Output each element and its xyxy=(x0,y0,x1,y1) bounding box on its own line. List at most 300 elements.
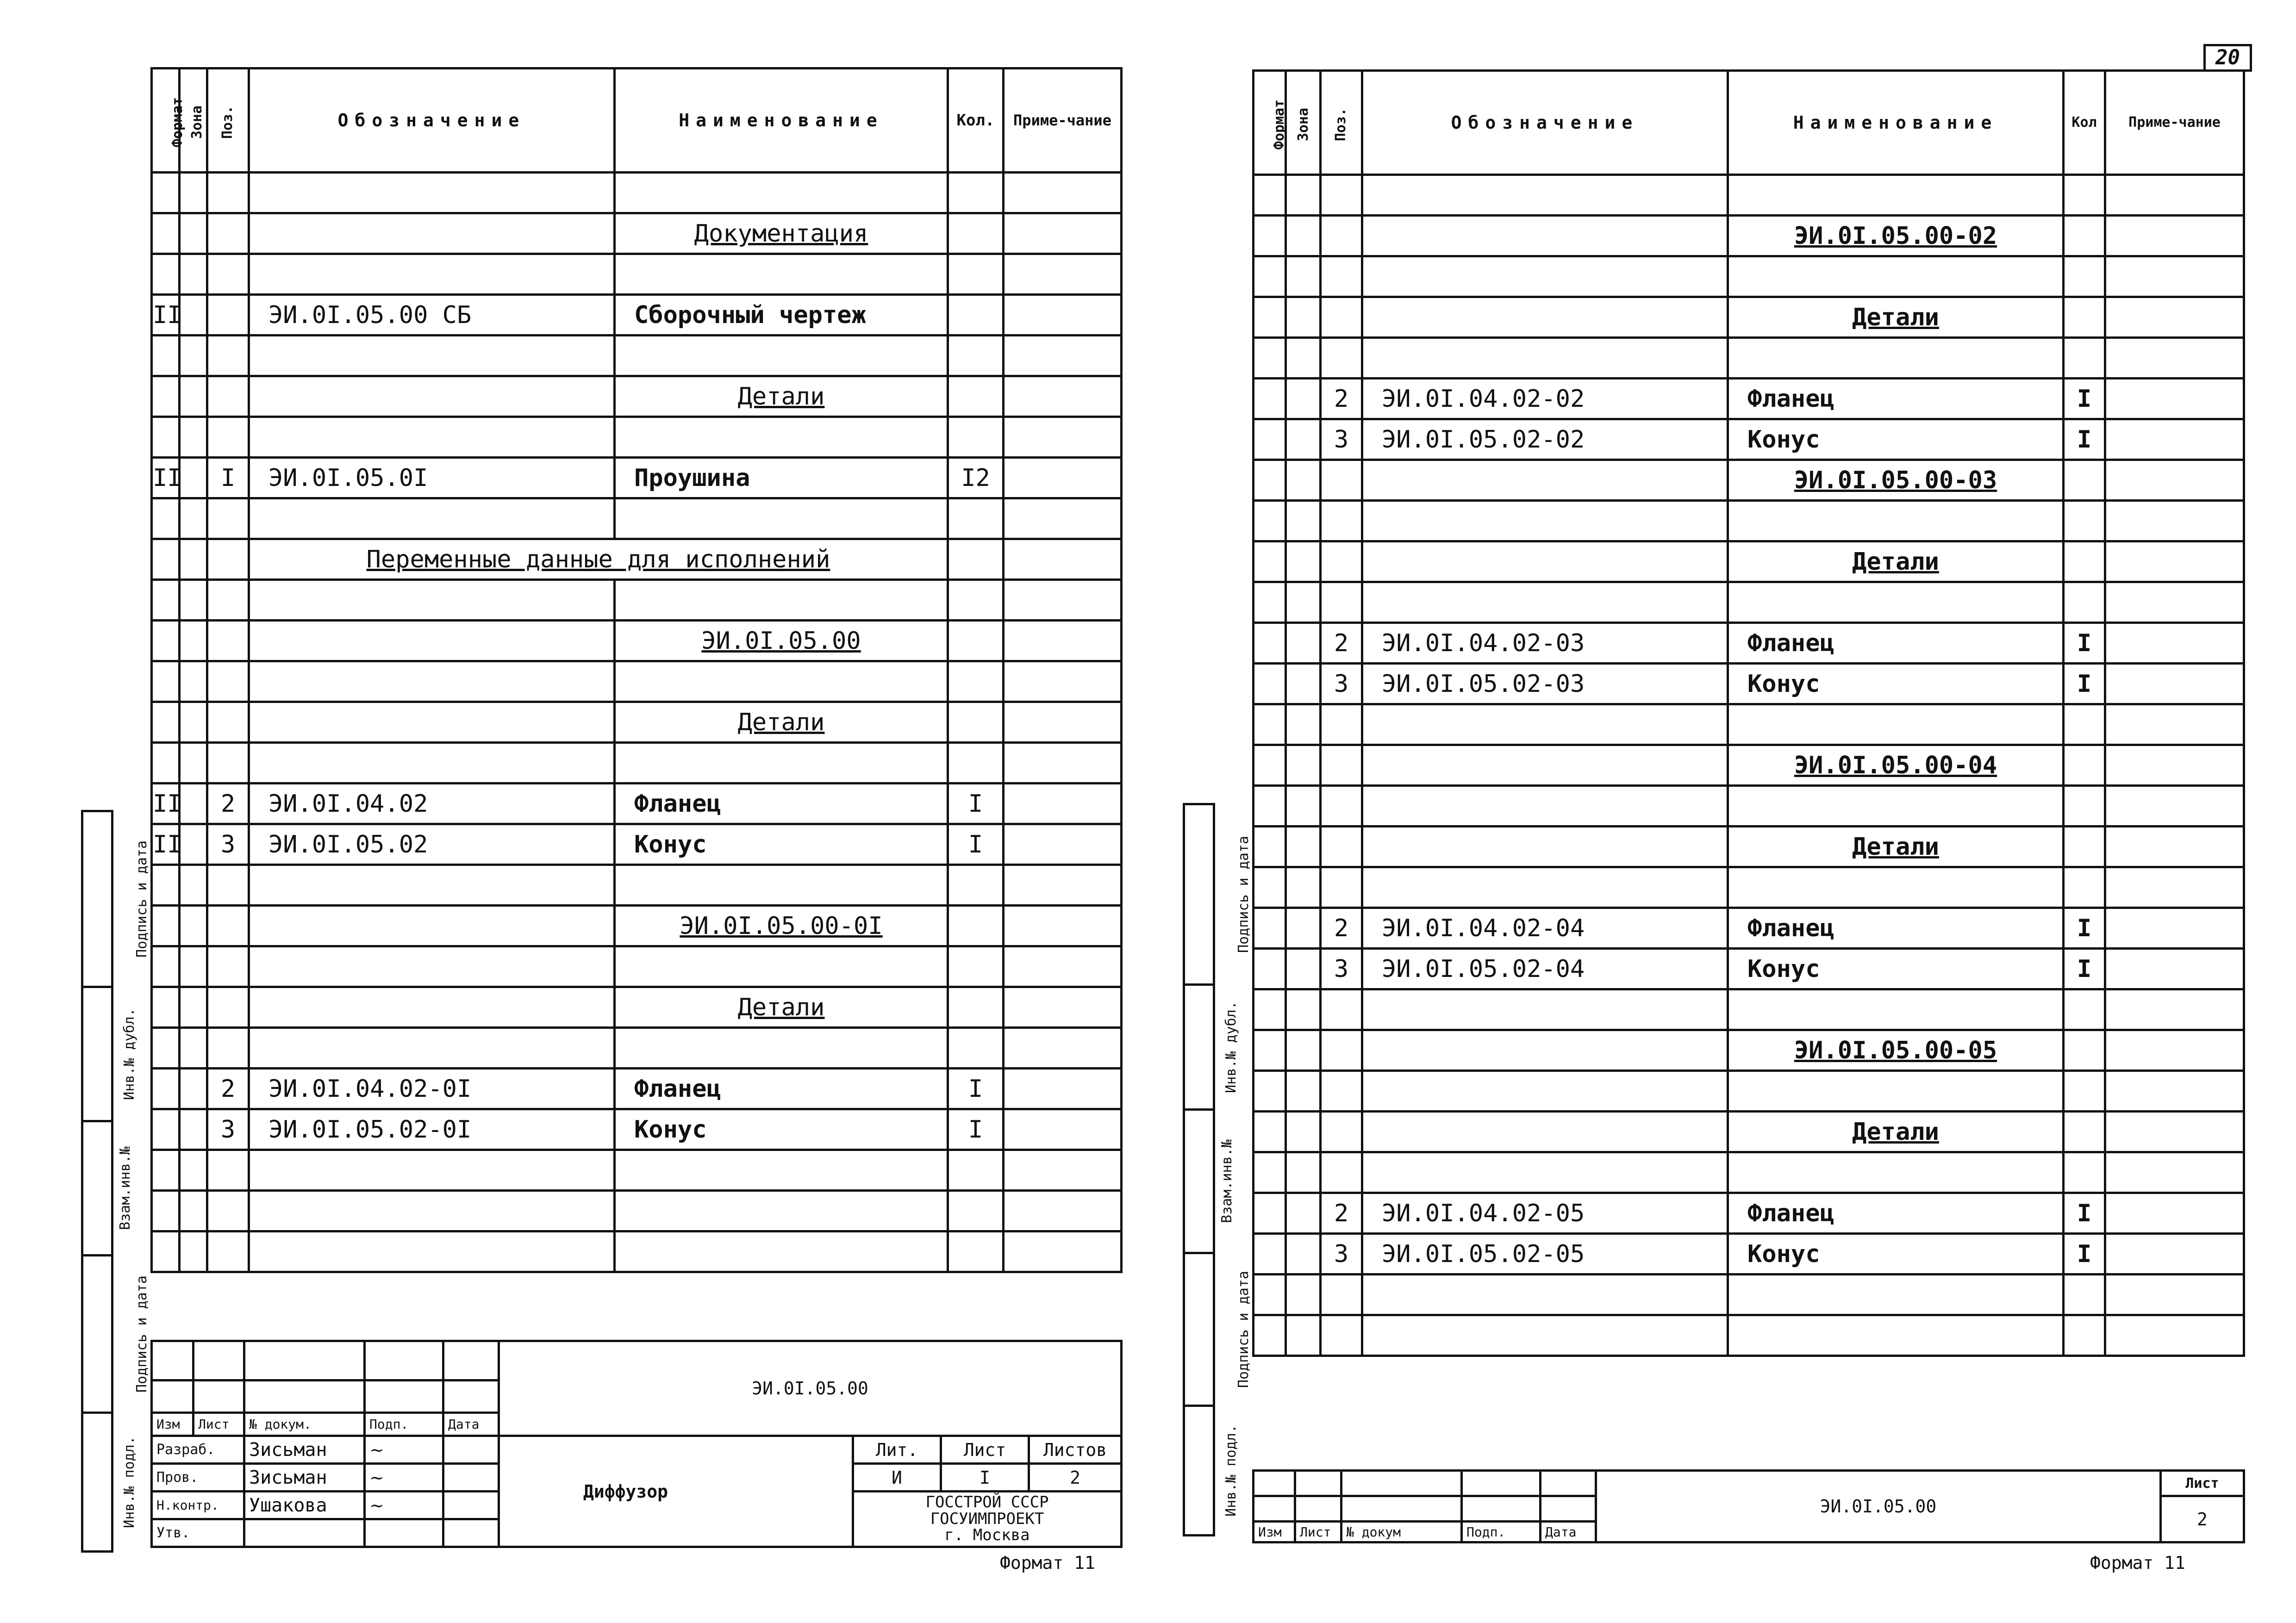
signature-razrab: ~ xyxy=(365,1436,443,1464)
cell-name xyxy=(1728,256,2064,297)
cell-format xyxy=(1254,786,1286,827)
cell-zone xyxy=(1286,1234,1321,1275)
cell-pos xyxy=(1321,297,1362,338)
list-label: Лист xyxy=(941,1436,1029,1464)
cell-format xyxy=(152,1191,180,1231)
cell-note xyxy=(1004,865,1122,906)
cell-designation: ЭИ.0I.05.02 xyxy=(249,824,615,865)
cell-designation xyxy=(249,1028,615,1069)
cell-zone xyxy=(180,1150,207,1191)
cell-qty: I xyxy=(948,1069,1004,1109)
right-list-value: 2 xyxy=(2161,1496,2244,1542)
cell-format xyxy=(152,1109,180,1150)
cell-qty xyxy=(2064,1315,2105,1356)
cell-zone xyxy=(180,1069,207,1109)
table-row xyxy=(152,1150,1122,1191)
cell-format xyxy=(152,498,180,539)
cell-designation: ЭИ.0I.05.02-03 xyxy=(1362,664,1728,704)
cell-note xyxy=(2105,908,2244,949)
cell-name xyxy=(1728,1152,2064,1193)
cell-format xyxy=(1254,501,1286,541)
cell-qty xyxy=(948,702,1004,743)
cell-designation xyxy=(249,173,615,213)
col-list: Лист xyxy=(1295,1522,1341,1542)
cell-format: II xyxy=(152,295,180,336)
cell-pos xyxy=(1321,582,1362,623)
table-row xyxy=(1254,623,2244,664)
name-nkontr: Ушакова xyxy=(244,1492,365,1519)
cell-zone xyxy=(180,824,207,865)
cell-qty xyxy=(948,295,1004,336)
cell-pos xyxy=(207,295,249,336)
cell-zone xyxy=(1286,908,1321,949)
right-list-label: Лист xyxy=(2161,1471,2244,1496)
table-row xyxy=(152,621,1122,661)
cell-qty: I xyxy=(2064,419,2105,460)
cell-format xyxy=(1254,1275,1286,1315)
col-doc: № докум xyxy=(1341,1522,1462,1542)
cell-pos xyxy=(207,173,249,213)
cell-designation xyxy=(1362,1315,1728,1356)
table-row xyxy=(1254,460,2244,501)
cell-name xyxy=(1728,501,2064,541)
cell-format xyxy=(1254,908,1286,949)
header-name: Наименование xyxy=(1728,71,2064,175)
cell-pos: 2 xyxy=(207,1069,249,1109)
cell-zone xyxy=(180,417,207,458)
cell-designation xyxy=(249,254,615,295)
cell-note xyxy=(1004,1028,1122,1069)
cell-note xyxy=(2105,1234,2244,1275)
right-sheet xyxy=(1146,44,2257,1585)
cell-pos xyxy=(207,539,249,580)
cell-designation xyxy=(1362,1030,1728,1071)
cell-pos xyxy=(207,702,249,743)
right-spec-table xyxy=(1252,69,2245,1357)
cell-note xyxy=(1004,254,1122,295)
cell-qty xyxy=(948,1191,1004,1231)
cell-pos: 2 xyxy=(1321,908,1362,949)
cell-qty xyxy=(2064,745,2105,786)
cell-designation xyxy=(1362,745,1728,786)
side-inv-dubl: Инв.№ дубл. xyxy=(82,987,112,1121)
cell-note xyxy=(1004,1150,1122,1191)
role-prov: Пров. xyxy=(152,1464,244,1492)
table-row xyxy=(152,458,1122,498)
cell-designation xyxy=(249,498,615,539)
cell-format xyxy=(152,987,180,1028)
cell-format xyxy=(152,173,180,213)
cell-name: Детали xyxy=(615,702,948,743)
cell-format xyxy=(1254,1030,1286,1071)
cell-format xyxy=(152,1150,180,1191)
cell-format xyxy=(1254,989,1286,1030)
cell-pos xyxy=(1321,1071,1362,1112)
cell-note xyxy=(1004,824,1122,865)
cell-zone xyxy=(1286,419,1321,460)
cell-zone xyxy=(1286,1071,1321,1112)
cell-designation xyxy=(249,946,615,987)
cell-qty xyxy=(948,376,1004,417)
table-row xyxy=(1254,582,2244,623)
cell-zone xyxy=(1286,541,1321,582)
cell-format xyxy=(152,539,180,580)
cell-format xyxy=(152,1028,180,1069)
cell-format xyxy=(152,743,180,784)
cell-format xyxy=(152,621,180,661)
cell-name: Детали xyxy=(1728,1112,2064,1152)
cell-zone xyxy=(180,865,207,906)
cell-name xyxy=(1728,175,2064,216)
cell-note xyxy=(2105,175,2244,216)
table-row xyxy=(152,743,1122,784)
cell-qty xyxy=(2064,216,2105,256)
cell-format xyxy=(1254,827,1286,867)
cell-name xyxy=(1728,582,2064,623)
cell-note xyxy=(2105,1112,2244,1152)
cell-note xyxy=(1004,498,1122,539)
cell-designation xyxy=(1362,704,1728,745)
cell-qty xyxy=(2064,827,2105,867)
cell-note xyxy=(2105,297,2244,338)
cell-name: Фланец xyxy=(1728,379,2064,419)
cell-designation: ЭИ.0I.05.00 СБ xyxy=(249,295,615,336)
cell-pos xyxy=(207,946,249,987)
cell-zone xyxy=(180,295,207,336)
cell-name xyxy=(615,1028,948,1069)
cell-qty: I xyxy=(2064,623,2105,664)
cell-format xyxy=(1254,664,1286,704)
cell-pos: 3 xyxy=(1321,419,1362,460)
cell-pos xyxy=(1321,786,1362,827)
cell-qty: I2 xyxy=(948,458,1004,498)
cell-format xyxy=(152,661,180,702)
cell-note xyxy=(1004,580,1122,621)
cell-zone xyxy=(180,946,207,987)
cell-qty xyxy=(2064,501,2105,541)
cell-note xyxy=(1004,987,1122,1028)
cell-pos xyxy=(207,254,249,295)
cell-zone xyxy=(1286,704,1321,745)
cell-format: II xyxy=(152,458,180,498)
cell-zone xyxy=(180,498,207,539)
cell-designation: ЭИ.0I.05.02-02 xyxy=(1362,419,1728,460)
cell-name: ЭИ.0I.05.00-02 xyxy=(1728,216,2064,256)
cell-name xyxy=(1728,867,2064,908)
cell-format xyxy=(1254,419,1286,460)
cell-qty: I xyxy=(2064,1193,2105,1234)
cell-note xyxy=(2105,460,2244,501)
cell-pos xyxy=(1321,541,1362,582)
cell-qty xyxy=(2064,989,2105,1030)
cell-zone xyxy=(180,376,207,417)
cell-name: Детали xyxy=(1728,541,2064,582)
cell-format xyxy=(1254,297,1286,338)
table-row xyxy=(1254,908,2244,949)
cell-designation: ЭИ.0I.04.02-03 xyxy=(1362,623,1728,664)
cell-zone xyxy=(1286,379,1321,419)
cell-format xyxy=(152,702,180,743)
cell-name xyxy=(615,1150,948,1191)
cell-note xyxy=(2105,827,2244,867)
side-sign-date-2: Подпись и дата xyxy=(1184,1253,1214,1406)
cell-note xyxy=(2105,1030,2244,1071)
table-row xyxy=(152,254,1122,295)
cell-qty xyxy=(948,173,1004,213)
cell-qty xyxy=(948,661,1004,702)
cell-designation xyxy=(1362,256,1728,297)
cell-note xyxy=(2105,745,2244,786)
cell-name: Детали xyxy=(1728,297,2064,338)
cell-note xyxy=(1004,1231,1122,1272)
cell-pos xyxy=(1321,256,1362,297)
cell-pos xyxy=(1321,745,1362,786)
cell-zone xyxy=(180,213,207,254)
cell-name xyxy=(615,580,948,621)
cell-qty xyxy=(948,580,1004,621)
cell-zone xyxy=(1286,745,1321,786)
cell-name xyxy=(615,743,948,784)
header-note: Приме-чание xyxy=(2105,71,2244,175)
cell-designation xyxy=(249,376,615,417)
cell-format xyxy=(1254,949,1286,989)
cell-name xyxy=(615,946,948,987)
cell-pos xyxy=(1321,1275,1362,1315)
cell-name xyxy=(1728,786,2064,827)
cell-zone xyxy=(1286,1193,1321,1234)
cell-zone xyxy=(180,1231,207,1272)
cell-pos: 3 xyxy=(1321,664,1362,704)
table-row xyxy=(1254,501,2244,541)
cell-zone xyxy=(1286,1030,1321,1071)
cell-note xyxy=(1004,621,1122,661)
cell-zone xyxy=(180,539,207,580)
cell-pos xyxy=(207,580,249,621)
table-row xyxy=(1254,989,2244,1030)
cell-qty xyxy=(948,865,1004,906)
cell-format xyxy=(1254,541,1286,582)
cell-pos xyxy=(1321,867,1362,908)
lit-value: И xyxy=(853,1464,941,1492)
cell-qty xyxy=(948,621,1004,661)
cell-qty xyxy=(2064,460,2105,501)
cell-zone xyxy=(180,621,207,661)
side-vzam-inv: Взам.инв.№ xyxy=(82,1121,112,1256)
table-row xyxy=(152,865,1122,906)
list-value: I xyxy=(941,1464,1029,1492)
cell-zone xyxy=(180,743,207,784)
cell-designation xyxy=(249,1231,615,1272)
cell-designation xyxy=(249,336,615,376)
cell-pos: 2 xyxy=(1321,1193,1362,1234)
cell-zone xyxy=(1286,1275,1321,1315)
table-row xyxy=(1254,216,2244,256)
table-row xyxy=(152,784,1122,824)
cell-zone xyxy=(180,580,207,621)
side-inv-podl: Инв.№ подл. xyxy=(82,1413,112,1552)
cell-name: Конус xyxy=(615,1109,948,1150)
cell-qty xyxy=(948,254,1004,295)
cell-name xyxy=(1728,704,2064,745)
cell-qty xyxy=(948,906,1004,946)
header-designation: Обозначение xyxy=(249,68,615,173)
cell-note xyxy=(2105,216,2244,256)
cell-pos xyxy=(207,743,249,784)
table-row xyxy=(152,173,1122,213)
table-row xyxy=(152,580,1122,621)
cell-format xyxy=(1254,1071,1286,1112)
cell-zone xyxy=(1286,786,1321,827)
cell-name: Фланец xyxy=(1728,1193,2064,1234)
table-row xyxy=(1254,379,2244,419)
header-format: Формат xyxy=(1254,71,1286,175)
cell-pos xyxy=(1321,989,1362,1030)
table-row xyxy=(152,906,1122,946)
cell-qty: I xyxy=(948,824,1004,865)
cell-pos xyxy=(1321,216,1362,256)
cell-qty xyxy=(2064,1112,2105,1152)
cell-qty xyxy=(2064,867,2105,908)
cell-note xyxy=(2105,704,2244,745)
cell-name: Конус xyxy=(615,824,948,865)
cell-designation xyxy=(1362,297,1728,338)
cell-name: ЭИ.0I.05.00-0I xyxy=(615,906,948,946)
cell-format xyxy=(152,417,180,458)
cell-designation xyxy=(249,906,615,946)
cell-name xyxy=(615,254,948,295)
right-header-row xyxy=(1254,71,2244,175)
table-row xyxy=(1254,256,2244,297)
table-row xyxy=(152,946,1122,987)
cell-format: II xyxy=(152,784,180,824)
cell-zone xyxy=(1286,175,1321,216)
cell-name: Детали xyxy=(615,987,948,1028)
cell-name: Детали xyxy=(1728,827,2064,867)
cell-format xyxy=(152,1069,180,1109)
cell-format xyxy=(152,906,180,946)
cell-designation xyxy=(249,1191,615,1231)
cell-format xyxy=(152,865,180,906)
cell-pos xyxy=(1321,704,1362,745)
cell-designation: ЭИ.0I.04.02-0I xyxy=(249,1069,615,1109)
cell-note xyxy=(2105,664,2244,704)
cell-format xyxy=(1254,1315,1286,1356)
table-row xyxy=(1254,786,2244,827)
cell-format xyxy=(1254,704,1286,745)
cell-name: Сборочный чертеж xyxy=(615,295,948,336)
cell-name xyxy=(615,417,948,458)
signature-prov: ~ xyxy=(365,1464,443,1492)
cell-designation: ЭИ.0I.05.02-0I xyxy=(249,1109,615,1150)
cell-name xyxy=(1728,1275,2064,1315)
side-inv-podl: Инв.№ подл. xyxy=(1184,1406,1214,1536)
cell-note xyxy=(1004,1109,1122,1150)
cell-name: Фланец xyxy=(1728,623,2064,664)
cell-qty xyxy=(2064,256,2105,297)
cell-name xyxy=(1728,1315,2064,1356)
cell-note xyxy=(1004,376,1122,417)
listov-label: Листов xyxy=(1029,1436,1122,1464)
cell-pos: 3 xyxy=(1321,949,1362,989)
cell-designation xyxy=(1362,338,1728,379)
table-row xyxy=(152,1028,1122,1069)
cell-zone xyxy=(180,1191,207,1231)
table-row xyxy=(1254,827,2244,867)
cell-pos xyxy=(207,1231,249,1272)
cell-note xyxy=(2105,501,2244,541)
cell-name xyxy=(615,1191,948,1231)
cell-qty xyxy=(948,1150,1004,1191)
cell-pos xyxy=(207,1191,249,1231)
left-title-block xyxy=(150,1340,1123,1548)
cell-pos xyxy=(1321,1030,1362,1071)
table-row xyxy=(1254,541,2244,582)
cell-zone xyxy=(1286,338,1321,379)
cell-pos xyxy=(207,498,249,539)
cell-zone xyxy=(1286,949,1321,989)
right-side-labels xyxy=(1183,803,1252,1536)
cell-designation xyxy=(1362,175,1728,216)
cell-qty: I xyxy=(2064,664,2105,704)
cell-designation xyxy=(1362,786,1728,827)
table-row xyxy=(1254,175,2244,216)
cell-designation xyxy=(1362,582,1728,623)
cell-note xyxy=(2105,623,2244,664)
table-row xyxy=(1254,1234,2244,1275)
table-row xyxy=(1254,1275,2244,1315)
cell-pos xyxy=(1321,1152,1362,1193)
cell-designation xyxy=(249,661,615,702)
cell-designation xyxy=(1362,541,1728,582)
table-row xyxy=(152,1191,1122,1231)
cell-qty xyxy=(948,213,1004,254)
cell-designation xyxy=(249,702,615,743)
cell-name: Фланец xyxy=(1728,908,2064,949)
cell-name: ЭИ.0I.05.00-05 xyxy=(1728,1030,2064,1071)
cell-note xyxy=(1004,1191,1122,1231)
cell-note xyxy=(2105,786,2244,827)
cell-note xyxy=(1004,458,1122,498)
table-row xyxy=(152,1231,1122,1272)
cell-format xyxy=(1254,1152,1286,1193)
left-sheet xyxy=(37,44,1132,1585)
cell-name: Конус xyxy=(1728,419,2064,460)
cell-name xyxy=(1728,989,2064,1030)
cell-name xyxy=(615,1231,948,1272)
header-qty: Кол. xyxy=(948,68,1004,173)
table-row xyxy=(152,1109,1122,1150)
cell-qty: I xyxy=(2064,379,2105,419)
cell-name xyxy=(615,498,948,539)
side-sign-date-2: Подпись и дата xyxy=(82,1256,112,1413)
cell-name: Конус xyxy=(1728,1234,2064,1275)
cell-pos xyxy=(207,865,249,906)
col-doc: № докум. xyxy=(244,1413,365,1436)
cell-designation xyxy=(249,580,615,621)
cell-note xyxy=(2105,949,2244,989)
cell-note xyxy=(2105,419,2244,460)
role-nkontr: Н.контр. xyxy=(152,1492,244,1519)
left-title: Диффузор xyxy=(499,1436,853,1547)
cell-zone xyxy=(1286,1152,1321,1193)
cell-note xyxy=(1004,1069,1122,1109)
cell-name: Переменные данные для исполнений xyxy=(249,539,948,580)
cell-pos xyxy=(207,1028,249,1069)
table-row xyxy=(152,1069,1122,1109)
table-row xyxy=(1254,949,2244,989)
cell-zone xyxy=(180,458,207,498)
table-row xyxy=(1254,867,2244,908)
